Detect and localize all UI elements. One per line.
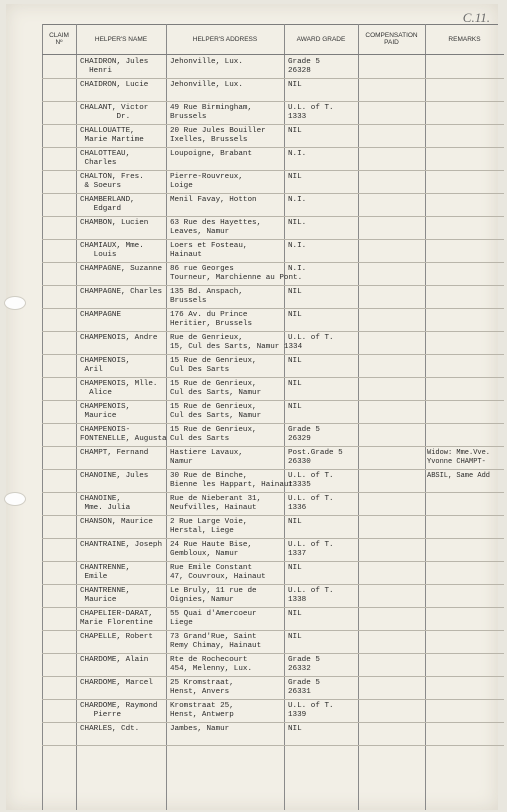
award-grade-cell: NIL xyxy=(288,564,302,572)
helper-address-cell: Jehonville, Lux. xyxy=(170,58,243,66)
helper-address-cell: Rue de Nieberant 31, Neufvilles, Hainaut xyxy=(170,495,262,512)
award-grade-cell: N.I. xyxy=(288,242,307,250)
table-row xyxy=(42,493,504,516)
helper-name-cell: CHANOINE, Jules xyxy=(80,472,149,480)
helper-name-cell: CHAIDRON, Jules Henri xyxy=(80,58,149,75)
helper-address-cell: Hastiere Lavaux, Namur xyxy=(170,449,243,466)
award-grade-cell: NIL xyxy=(288,173,302,181)
table-row xyxy=(42,608,504,631)
helper-name-cell: CHAMPENOIS, Maurice xyxy=(80,403,131,420)
helper-address-cell: 30 Rue de Binche, Bienne les Happart, Hainaut xyxy=(170,472,294,489)
award-grade-cell: NIL xyxy=(288,288,302,296)
award-grade-cell: N.I. xyxy=(288,196,307,204)
award-grade-cell: U.L. of T. 1338 xyxy=(288,587,334,604)
table-row xyxy=(42,700,504,723)
award-grade-cell: NIL xyxy=(288,610,302,618)
award-grade-cell: NIL xyxy=(288,81,302,89)
table-row xyxy=(42,401,504,424)
helper-name-cell: CHAMPT, Fernand xyxy=(80,449,149,457)
award-grade-cell: Grade 5 26331 xyxy=(288,679,320,696)
helper-address-cell: Pierre-Rouvreux, Loige xyxy=(170,173,243,190)
award-grade-cell: NIL. xyxy=(288,219,307,227)
helper-name-cell: CHAPELIER-DARAT, Marie Florentine xyxy=(80,610,153,627)
award-grade-cell: NIL xyxy=(288,311,302,319)
helper-name-cell: CHAPELLE, Robert xyxy=(80,633,153,641)
award-grade-cell: U.L. of T. xyxy=(288,334,334,342)
helper-name-cell: CHANSON, Maurice xyxy=(80,518,153,526)
table-row xyxy=(42,539,504,562)
award-grade-cell: U.L. of T. 1337 xyxy=(288,541,334,558)
table-row xyxy=(42,447,504,470)
table-row xyxy=(42,240,504,263)
table-row xyxy=(42,654,504,677)
helper-address-cell: 15 Rue de Genrieux, Cul Des Sarts xyxy=(170,357,257,374)
helper-address-cell: 15 Rue de Genrieux, Cul des Sarts xyxy=(170,426,257,443)
helper-name-cell: CHALOTTEAU, Charles xyxy=(80,150,131,167)
award-grade-cell: NIL xyxy=(288,357,302,365)
helper-name-cell: CHANTRENNE, Maurice xyxy=(80,587,131,604)
helper-address-cell: Rue de Genrieux, 15, Cul des Sarts, Namur 1334 xyxy=(170,334,303,351)
helper-name-cell: CHARLES, Cdt. xyxy=(80,725,140,733)
helper-address-cell: Loers et Fosteau, Hainaut xyxy=(170,242,248,259)
helper-address-cell: Jambes, Namur xyxy=(170,725,230,733)
helper-address-cell: Kromstraat 25, Henst, Antwerp xyxy=(170,702,234,719)
helper-name-cell: CHARDOME, Marcel xyxy=(80,679,153,687)
header-compensation-paid: COMPENSATION PAID xyxy=(365,32,418,46)
helper-address-cell: 15 Rue de Genrieux, Cul des Sarts, Namur xyxy=(170,380,262,397)
table-row xyxy=(42,470,504,493)
helper-name-cell: CHANOINE, Mme. Julia xyxy=(80,495,131,512)
helper-name-cell: CHALTON, Fres. & Soeurs xyxy=(80,173,144,190)
award-grade-cell: U.L. of T. 1333 xyxy=(288,104,334,121)
award-grade-cell: NIL xyxy=(288,633,302,641)
document-sheet xyxy=(6,4,498,810)
award-grade-cell: N.I. xyxy=(288,265,307,273)
helper-address-cell: Loupoigne, Brabant xyxy=(170,150,253,158)
helper-name-cell: CHAMIAUX, Mme. Louis xyxy=(80,242,144,259)
header-award-grade: AWARD GRADE xyxy=(296,35,346,43)
helper-address-cell: Le Bruly, 11 rue de Oignies, Namur xyxy=(170,587,257,604)
helper-address-cell: 2 Rue Large Voie, Herstal, Liege xyxy=(170,518,248,535)
helper-address-cell: Rte de Rochecourt 454, Melenny, Lux. xyxy=(170,656,253,673)
helper-address-cell: 63 Rue des Hayettes, Leaves, Namur xyxy=(170,219,262,236)
table-row xyxy=(42,332,504,355)
table-row xyxy=(42,263,504,286)
award-grade-cell: NIL xyxy=(288,725,302,733)
helper-name-cell: CHALLOUATTE, Marie Martime xyxy=(80,127,144,144)
helper-address-cell: 86 rue Georges Tourneur, Marchienne au Pont. xyxy=(170,265,303,282)
helper-address-cell: 49 Rue Birmingham, Brussels xyxy=(170,104,253,121)
helper-name-cell: CHAMPENOIS, Mlle. Alice xyxy=(80,380,158,397)
helper-address-cell: Menil Favay, Hotton xyxy=(170,196,257,204)
helper-name-cell: CHAMPENOIS, Andre xyxy=(80,334,158,342)
table-row xyxy=(42,677,504,700)
helper-name-cell: CHAIDRON, Lucie xyxy=(80,81,149,89)
helper-address-cell: 20 Rue Jules Bouiller Ixelles, Brussels xyxy=(170,127,266,144)
award-grade-cell: NIL xyxy=(288,518,302,526)
table-row xyxy=(42,562,504,585)
award-grade-cell: Grade 5 26328 xyxy=(288,58,320,75)
table-row xyxy=(42,79,504,102)
header-remarks: REMARKS xyxy=(448,35,481,43)
punch-hole xyxy=(4,296,26,310)
records-table xyxy=(42,24,504,810)
helper-name-cell: CHAMPAGNE xyxy=(80,311,122,319)
helper-name-cell: CHAMPAGNE, Charles xyxy=(80,288,163,296)
helper-address-cell: 15 Rue de Genrieux, Cul des Sarts, Namur xyxy=(170,403,262,420)
table-row xyxy=(42,125,504,148)
helper-name-cell: CHANTRAINE, Joseph xyxy=(80,541,163,549)
helper-address-cell: Jehonville, Lux. xyxy=(170,81,243,89)
award-grade-cell: Post.Grade 5 26330 xyxy=(288,449,343,466)
table-row xyxy=(42,723,504,746)
header-helper-name: HELPER'S NAME xyxy=(94,35,148,43)
table-row xyxy=(42,424,504,447)
helper-name-cell: CHANTRENNE, Emile xyxy=(80,564,131,581)
helper-name-cell: CHALANT, Victor Dr. xyxy=(80,104,149,121)
award-grade-cell: Grade 5 26332 xyxy=(288,656,320,673)
award-grade-cell: U.L. of T. 1336 xyxy=(288,495,334,512)
helper-address-cell: 55 Quai d'Amercoeur Liege xyxy=(170,610,257,627)
table-row xyxy=(42,631,504,654)
helper-name-cell: CHAMPAGNE, Suzanne xyxy=(80,265,163,273)
helper-address-cell: 176 Av. du Prince Heritier, Brussels xyxy=(170,311,253,328)
table-row xyxy=(42,355,504,378)
helper-address-cell: Rue Emile Constant 47, Couvroux, Hainaut xyxy=(170,564,266,581)
helper-name-cell: CHARDOME, Raymond Pierre xyxy=(80,702,158,719)
table-row xyxy=(42,378,504,401)
header-claim: CLAIM Nº xyxy=(49,32,69,46)
award-grade-cell: NIL xyxy=(288,380,302,388)
helper-name-cell: CHARDOME, Alain xyxy=(80,656,149,664)
award-grade-cell: NIL xyxy=(288,403,302,411)
table-row xyxy=(42,286,504,309)
punch-hole xyxy=(4,492,26,506)
helper-address-cell: 73 Grand'Rue, Saint Remy Chimay, Hainaut xyxy=(170,633,262,650)
table-row xyxy=(42,585,504,608)
award-grade-cell: U.L. of T. 1339 xyxy=(288,702,334,719)
helper-name-cell: CHAMPENOIS- FONTENELLE, Augusta xyxy=(80,426,167,443)
award-grade-cell: U.L. of T. 13335 xyxy=(288,472,334,489)
remarks-cell: Widow: Mme.Vve. Yvonne CHAMPT- xyxy=(427,449,491,466)
table-row xyxy=(42,194,504,217)
header-helper-address: HELPER'S ADDRESS xyxy=(192,35,258,43)
table-row xyxy=(42,516,504,539)
table-row xyxy=(42,217,504,240)
helper-name-cell: CHAMPENOIS, Aril xyxy=(80,357,131,374)
helper-address-cell: 24 Rue Haute Bise, Gembloux, Namur xyxy=(170,541,253,558)
table-row xyxy=(42,102,504,125)
helper-address-cell: 25 Kromstraat, Henst, Anvers xyxy=(170,679,234,696)
corner-mark: C.11. xyxy=(462,10,490,25)
helper-address-cell: 135 Bd. Anspach, Brussels xyxy=(170,288,243,305)
award-grade-cell: Grade 5 26329 xyxy=(288,426,320,443)
award-grade-cell: NIL xyxy=(288,127,302,135)
header-rule xyxy=(42,54,504,55)
remarks-cell: ABSIL, Same Add xyxy=(427,472,491,480)
helper-name-cell: CHAMBON, Lucien xyxy=(80,219,149,227)
helper-name-cell: CHAMBERLAND, Edgard xyxy=(80,196,135,213)
table-row xyxy=(42,56,504,79)
award-grade-cell: N.I. xyxy=(288,150,307,158)
table-row xyxy=(42,309,504,332)
table-row xyxy=(42,148,504,171)
table-row xyxy=(42,171,504,194)
row-rule xyxy=(42,745,504,746)
